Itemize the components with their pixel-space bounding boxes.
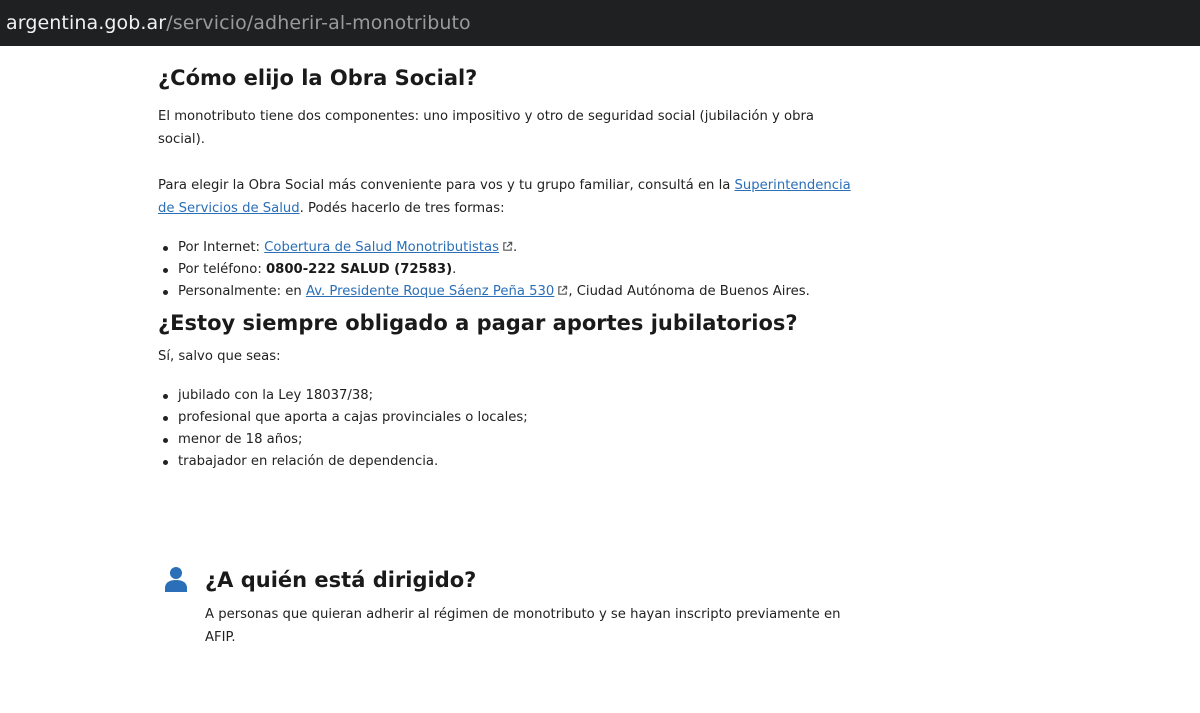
list-item: jubilado con la Ley 18037/38; <box>178 385 858 407</box>
target-header <box>164 566 864 594</box>
section-a-quien-esta-dirigido <box>164 566 864 649</box>
list-excepciones <box>158 385 858 473</box>
list-item: trabajador en relación de dependencia. <box>178 451 858 473</box>
paragraph-componentes: El monotributo tiene dos componentes: uno impositivo y otro de seguridad social (jubilación y obra social). <box>158 109 814 147</box>
phone-number: 0800-222 SALUD (72583) <box>266 262 453 277</box>
paragraph-text: Para elegir la Obra Social más conveniente para vos y tu grupo familiar, consultá en la <box>158 178 735 193</box>
list-item: profesional que aporta a cajas provinciales o locales; <box>178 407 858 429</box>
list-item-personalmente <box>178 281 858 303</box>
list-item-telefono <box>178 259 858 281</box>
item-suffix: . <box>512 240 518 255</box>
item-prefix: Personalmente: en <box>178 284 306 299</box>
paragraph-salvo-que-seas: Sí, salvo que seas: <box>158 349 281 364</box>
address-bar[interactable] <box>0 0 1200 46</box>
url-path: /servicio/adherir-al-monotributo <box>166 12 471 34</box>
item-suffix: . <box>452 262 457 277</box>
main-content <box>158 64 858 473</box>
paragraph-destinatarios: A personas que quieran adherir al régimen de monotributo y se hayan inscripto previamente en AFIP. <box>205 607 841 645</box>
url-domain: argentina.gob.ar <box>6 12 167 34</box>
paragraph-text: . Podés hacerlo de tres formas: <box>299 201 505 216</box>
item-prefix: Por teléfono: <box>178 262 266 277</box>
user-icon <box>164 566 188 592</box>
item-prefix: Por Internet: <box>178 240 265 255</box>
external-link-icon[interactable] <box>502 241 513 252</box>
link-direccion[interactable]: Av. Presidente Roque Sáenz Peña 530 <box>305 284 555 299</box>
heading-aportes-jubilatorios: ¿Estoy siempre obligado a pagar aportes jubilatorios? <box>158 311 798 335</box>
item-suffix: , Ciudad Autónoma de Buenos Aires. <box>568 284 810 299</box>
link-cobertura-salud[interactable]: Cobertura de Salud Monotributistas <box>264 240 499 255</box>
heading-a-quien-esta-dirigido: ¿A quién está dirigido? <box>205 568 477 592</box>
list-formas-consulta <box>158 237 858 303</box>
link-superintendencia[interactable]: Superintendencia de Servicios de Salud <box>158 178 851 216</box>
list-item-internet <box>178 237 858 259</box>
heading-obra-social: ¿Cómo elijo la Obra Social? <box>158 66 478 90</box>
list-item: menor de 18 años; <box>178 429 858 451</box>
paragraph-elegir-obra-social <box>158 174 858 220</box>
external-link-icon[interactable] <box>557 285 568 296</box>
url-text[interactable] <box>0 12 471 34</box>
